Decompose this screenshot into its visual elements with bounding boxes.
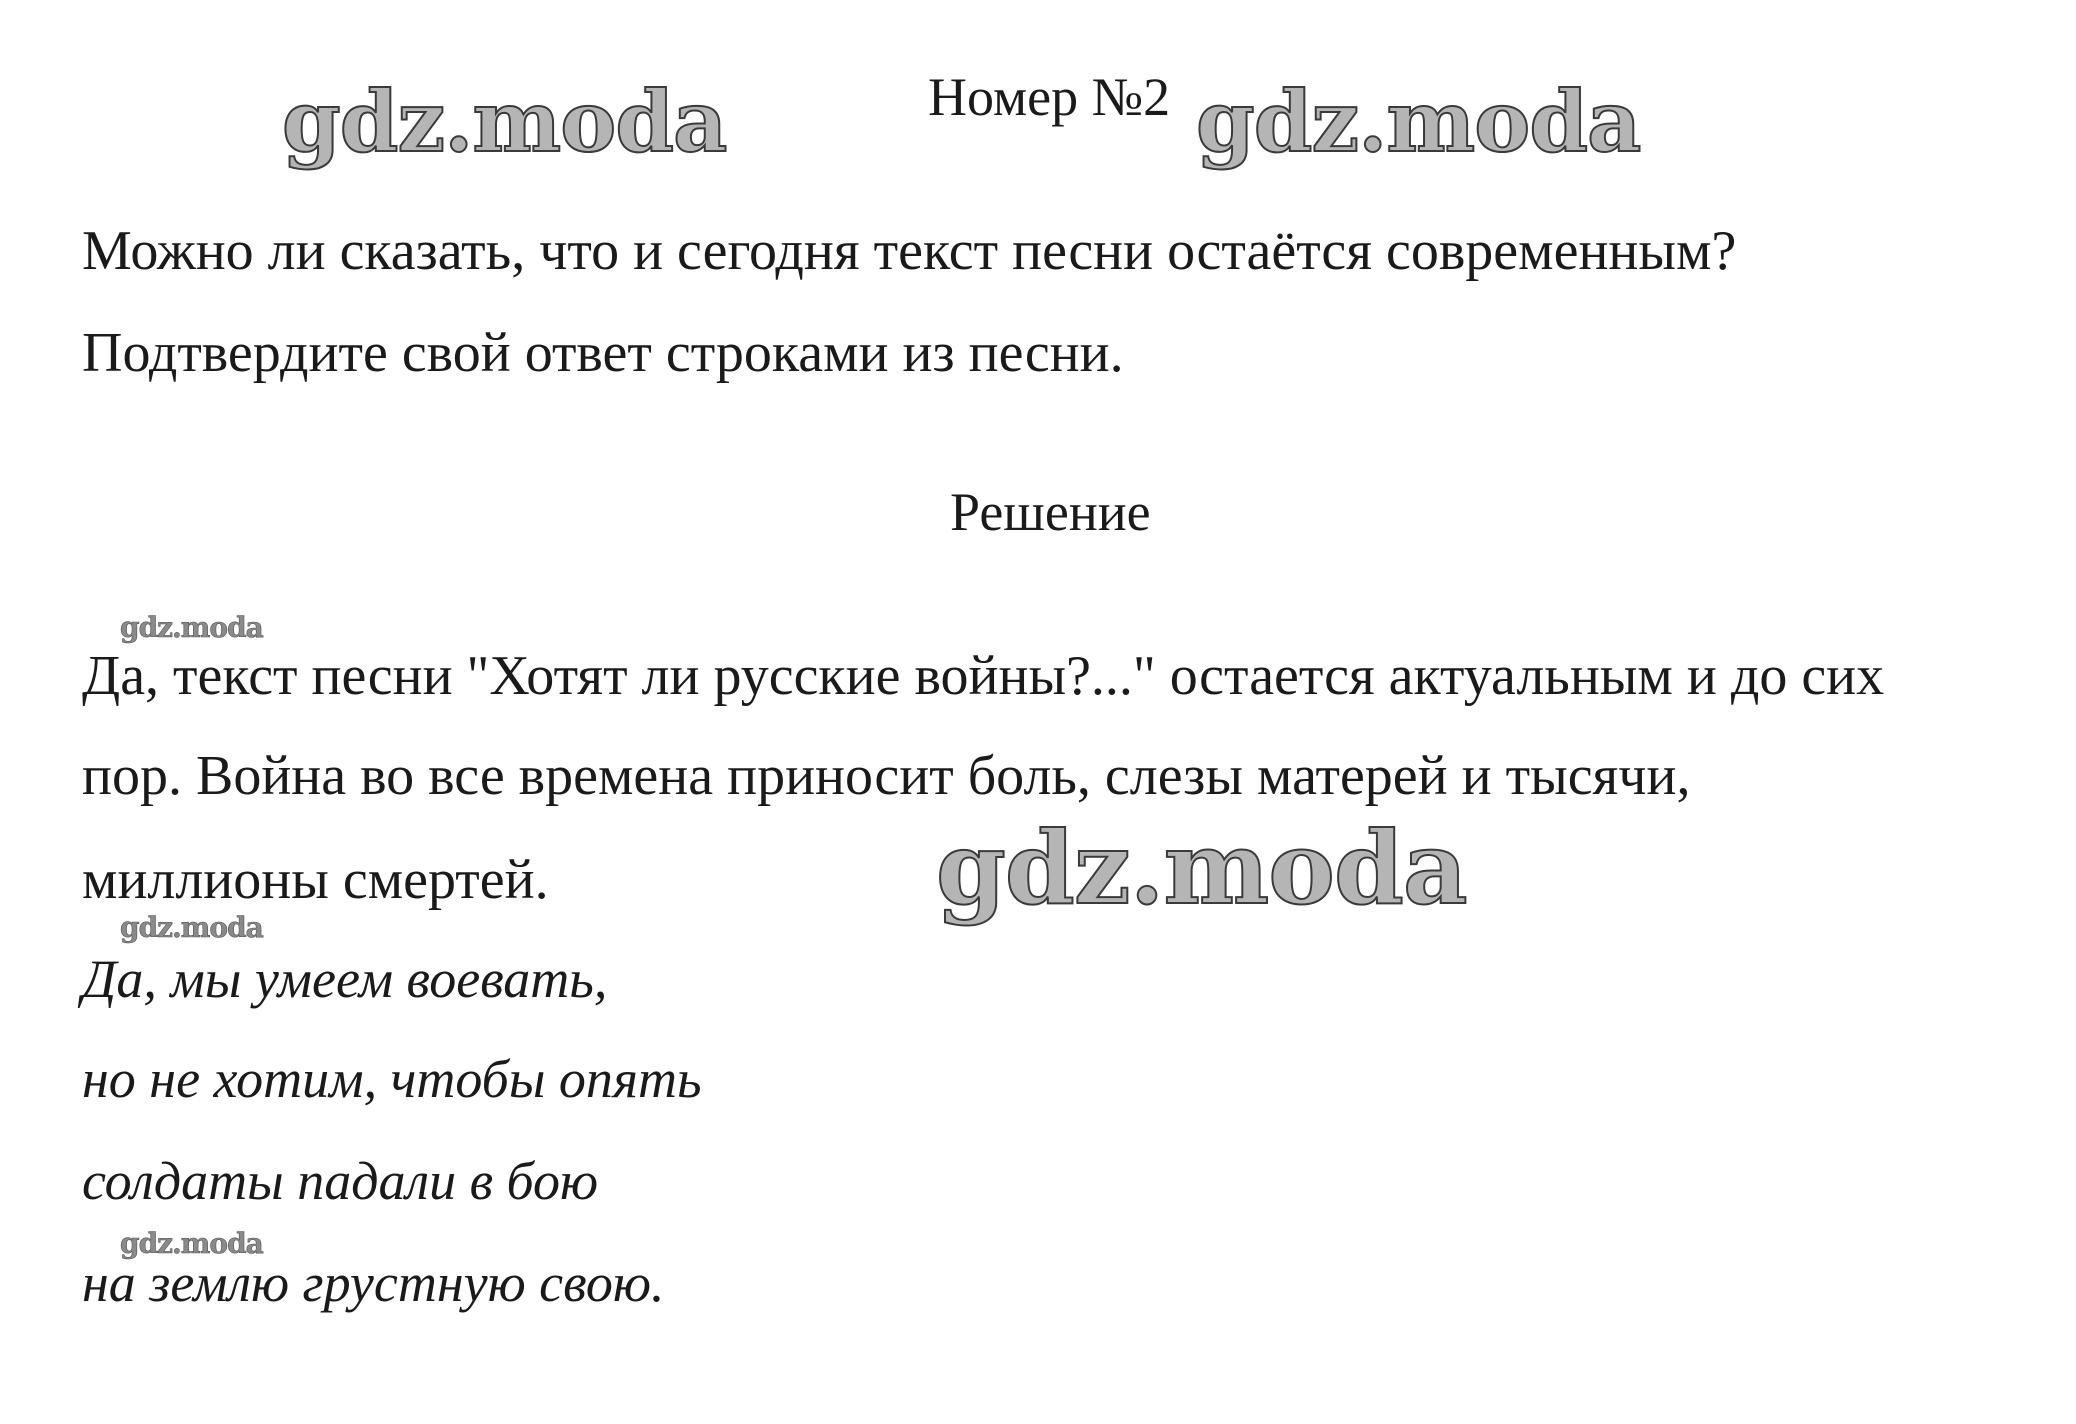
watermark-small: gdz.moda	[120, 911, 263, 944]
page-title: Номер №2	[928, 67, 1171, 127]
poem-line-3: солдаты падали в бою	[82, 1151, 599, 1211]
answer-line-1: Да, текст песни "Хотят ли русские войны?..." остается актуальным и до сих	[82, 645, 1885, 707]
poem-line-1: Да, мы умеем воевать,	[82, 949, 608, 1009]
watermark-small: gdz.moda	[120, 611, 263, 644]
answer-line-3: миллионы смертей.	[82, 849, 549, 911]
solution-heading: Решение	[950, 482, 1151, 542]
watermark-logo: gdz.moda	[936, 809, 1467, 927]
poem-line-4: на землю грустную свою.	[82, 1253, 665, 1313]
poem-line-2: но не хотим, чтобы опять	[82, 1049, 702, 1109]
answer-line-2: пор. Война во все времена приносит боль, слезы матерей и тысячи,	[82, 745, 1691, 807]
watermark-logo: gdz.moda	[282, 72, 727, 171]
question-line-1: Можно ли сказать, что и сегодня текст песни остаётся современным?	[82, 220, 1737, 282]
question-line-2: Подтвердите свой ответ строками из песни.	[82, 322, 1124, 384]
watermark-logo: gdz.moda	[1196, 72, 1641, 171]
watermark-small: gdz.moda	[120, 1227, 263, 1260]
